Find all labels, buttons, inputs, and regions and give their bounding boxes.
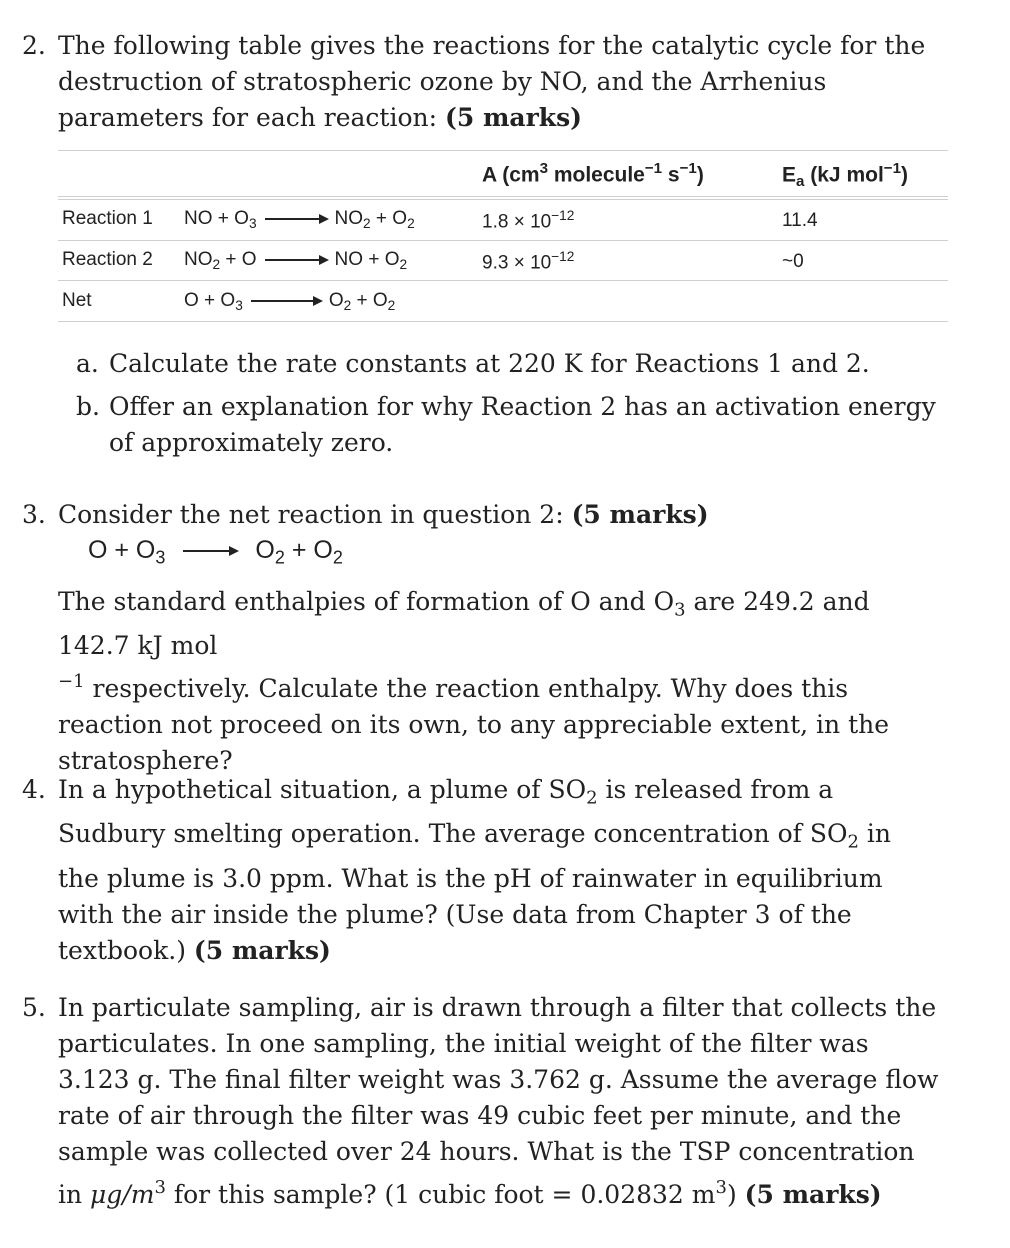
question-text: In particulate sampling, air is drawn through a filter that collects the particulates. In one sampling, the initial weight of the filter was 3.123 g. The final filter weight was 3.762 g. Assume the average flow rate of air through the filter was 49 cubic feet per minute, and the sample was collected over 24 hours. What is the TSP concentration in $\mu g/m^3$ for this sample? (1 cubic foot = 0.02832 $m^3$) (5 marks)	[58, 993, 939, 1209]
question-4	[22, 772, 962, 969]
a-value: $9.3 \times 10^{-12}$	[482, 249, 575, 274]
marks-label: (5 marks)	[193, 935, 331, 965]
ea-value: ~0	[782, 251, 804, 272]
sub-question-a	[76, 346, 956, 382]
question-text: The following table gives the reactions for the catalytic cycle for the destruction of stratospheric ozone by NO, and the Arrhenius parameters for each reaction:	[58, 31, 926, 132]
reaction-arrow-icon	[183, 550, 237, 552]
marks-label: (5 marks)	[571, 500, 709, 529]
ea-value: 11.4	[782, 210, 818, 231]
header-a: A ($cm^3$ molecule$^{-1}$ $s^{-1}$)	[482, 160, 704, 187]
reaction-arrow-icon	[251, 300, 321, 302]
sub-question-letter: a.	[76, 349, 99, 378]
sub-question-letter: b.	[76, 392, 100, 421]
reaction-equation: $O + O_3$ $O_2 + O_2$	[184, 290, 396, 314]
net-reaction-equation: $O + O_3$ $O_2 + O_2$	[88, 536, 343, 568]
marks-label: (5 marks)	[744, 1179, 882, 1209]
row-rule	[58, 280, 948, 281]
reaction-arrow-icon	[265, 218, 327, 220]
question-3	[22, 497, 962, 533]
question-text: In a hypothetical situation, a plume of $SO_2$ is released from a Sudbury smelting operation. The average concentration of $SO_2$ in the plume is 3.0 ppm. What is the pH of rainwater in equilibrium with the air inside the plume? (Use data from Chapter 3 of the textbook.) (5 marks)	[58, 775, 891, 965]
a-value: $1.8 \times 10^{-12}$	[482, 208, 575, 233]
marks-label: (5 marks)	[445, 103, 582, 132]
question-3-paragraph	[22, 584, 962, 779]
header-rule	[58, 196, 948, 200]
row-label: Net	[62, 290, 92, 311]
row-rule	[58, 240, 948, 241]
sub-question-text: Calculate the rate constants at 220 K for Reactions 1 and 2.	[109, 349, 870, 378]
row-label: Reaction 1	[62, 208, 153, 229]
table-top-rule	[58, 150, 948, 151]
question-number: 3.	[22, 500, 46, 529]
question-number: 5.	[22, 993, 46, 1022]
question-text: Consider the net reaction in question 2:	[58, 500, 564, 529]
row-label: Reaction 2	[62, 249, 153, 270]
sub-question-text: Offer an explanation for why Reaction 2 has an activation energy of approximately zero.	[109, 392, 936, 457]
question-5	[22, 990, 962, 1213]
question-2	[22, 28, 962, 136]
table-bottom-rule	[58, 321, 948, 322]
header-ea: $E_a$ (kJ mol$^{-1}$)	[782, 160, 909, 190]
sub-question-b	[76, 389, 936, 461]
reaction-equation: $NO_2 + O$ NO + $O_2$	[184, 249, 408, 273]
paragraph-text: The standard enthalpies of formation of O and $O_3$ are 249.2 and 142.7 kJ mol $^{-1}$ respectively. Calculate the reaction enthalpy. Why does this reaction not proceed on its own, to any appreciable extent, in the stratosphere?	[58, 587, 890, 776]
question-number: 2.	[22, 31, 46, 60]
question-number: 4.	[22, 775, 46, 804]
reaction-arrow-icon	[265, 259, 327, 261]
reaction-equation: NO + $O_3$ $NO_2 + O_2$	[184, 208, 415, 232]
